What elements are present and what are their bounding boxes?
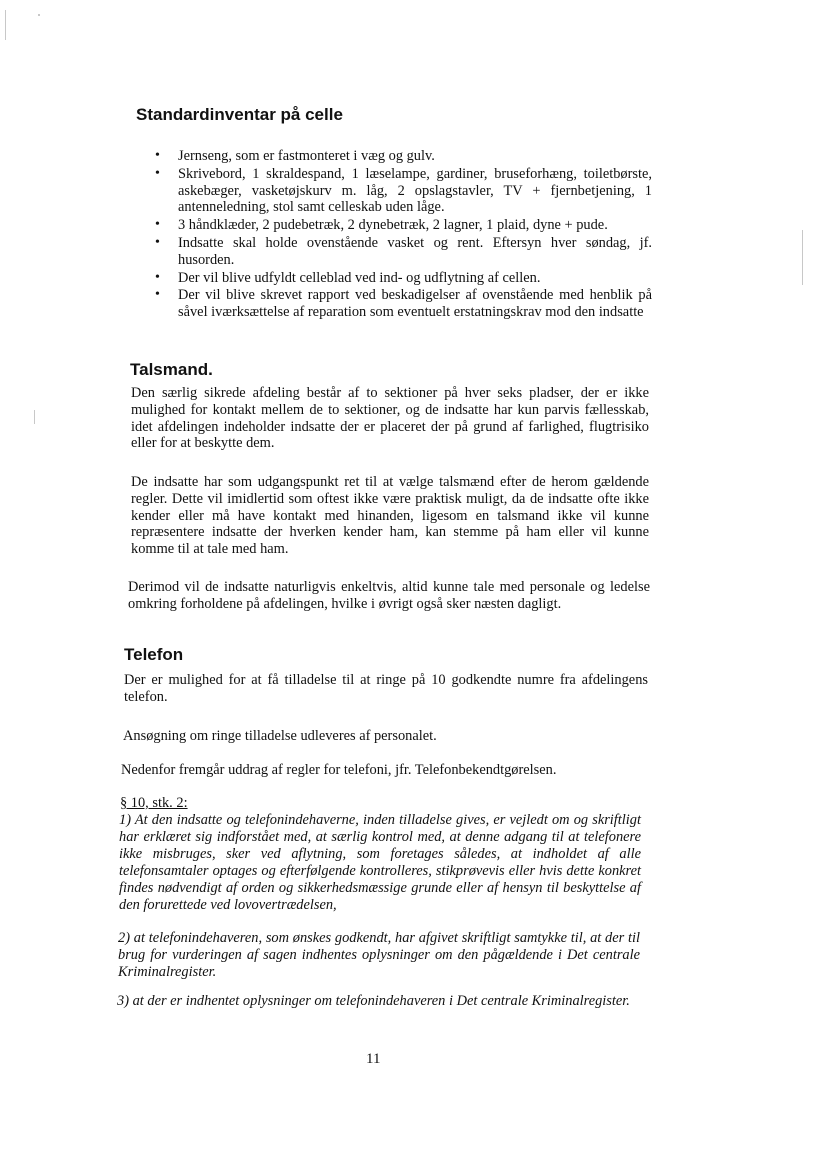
inventory-heading: Standardinventar på celle — [136, 105, 343, 124]
rule-1: 1) At den indsatte og telefonindehaverne, inden tilladelse gives, er vejledt om og skriftligt har erklæret sig indforstået med, at særlig kontrol med, at denne adgang til at telefonere ikke misbruges, sker ved aflytning, som foretages således, at indholdet af alle telefonsamtaler optages og efterfølgende kontrolleres, stikprøvevis eller hvis dette konkret findes nødvendigt af orden og sikkerhedsmæssige grunde eller af hensyn til beskyttelse af den forurettede ved lovovertrædelsen, — [119, 812, 641, 913]
bullet-icon: • — [155, 165, 160, 181]
bullet-icon: • — [155, 287, 160, 303]
telefon-paragraph-3: Nedenfor fremgår uddrag af regler for telefoni, jfr. Telefonbekendtgørelsen. — [121, 762, 557, 778]
list-item: • Skrivebord, 1 skraldespand, 1 læselampe, gardiner, bruseforhæng, toiletbørste, askebæger, vasketøjskurv m. låg, 2 opslagstavler, TV + fjernbetjening, 1 antenneledning, stol samt celleskab uden låge. — [155, 165, 652, 216]
telefon-paragraph-1: Der er mulighed for at få tilladelse til at ringe på 10 godkendte numre fra afdelingens telefon. — [124, 672, 648, 705]
rule-2: 2) at telefonindehaveren, som ønskes godkendt, har afgivet skriftligt samtykke til, at der til brug for vurderingen af sagen indhentes oplysninger om den pågældende i Det centrale Kriminalregister. — [118, 930, 640, 980]
talsmand-heading: Talsmand. — [130, 360, 213, 379]
bullet-icon: • — [155, 269, 160, 285]
bullet-icon: • — [155, 234, 160, 250]
scan-mark — [34, 410, 35, 424]
talsmand-paragraph-3: Derimod vil de indsatte naturligvis enkeltvis, altid kunne tale med personale og ledelse omkring forholdene på afdelingen, hvilke i øvrigt også sker næsten dagligt. — [128, 579, 650, 612]
scan-mark — [38, 14, 40, 16]
rule-3: 3) at der er indhentet oplysninger om telefonindehaveren i Det centrale Kriminalregister. — [117, 993, 630, 1009]
telefon-paragraph-2: Ansøgning om ringe tilladelse udleveres af personalet. — [123, 728, 437, 744]
list-item: • Der vil blive skrevet rapport ved beskadigelser af ovenstående med henblik på såvel iværksættelse af reparation som eventuelt erstatningskrav mod den indsatte — [155, 287, 652, 321]
list-item: • Indsatte skal holde ovenstående vasket og rent. Eftersyn hver søndag, jf. husorden. — [155, 234, 652, 268]
talsmand-paragraph-1: Den særlig sikrede afdeling består af to sektioner på hver seks pladser, der er ikke mulighed for kontakt mellem de to sektioner, og de indsatte har kun parvis fællesskab, idet afdelingen indeholder indsatte der er placeret der på grund af farlighed, flugtrisiko eller for at beskytte dem. — [131, 385, 649, 452]
scan-mark — [802, 230, 803, 285]
inventory-list — [152, 148, 652, 322]
paragraph-reference: § 10, stk. 2: — [120, 795, 188, 811]
list-item: • Jernseng, som er fastmonteret i væg og gulv. — [155, 148, 435, 164]
telefon-heading: Telefon — [124, 645, 184, 664]
list-item: • Der vil blive udfyldt celleblad ved ind- og udflytning af cellen. — [155, 269, 541, 286]
scan-mark — [5, 10, 6, 40]
page-number: 11 — [366, 1051, 381, 1067]
talsmand-paragraph-2: De indsatte har som udgangspunkt ret til at vælge talsmænd efter de herom gældende regler. Dette vil imidlertid som oftest ikke være praktisk muligt, da de indsatte ofte ikke kender eller må have kontakt med hinanden, ligesom en talsmand ikke vil kunne repræsentere indsatte der hverken kender ham, kan stemme på ham eller vil kunne komme til at tale med ham. — [131, 474, 649, 558]
bullet-icon: • — [155, 217, 160, 233]
list-item: • 3 håndklæder, 2 pudebetræk, 2 dynebetræk, 2 lagner, 1 plaid, dyne + pude. — [155, 217, 608, 234]
bullet-icon: • — [155, 148, 160, 163]
